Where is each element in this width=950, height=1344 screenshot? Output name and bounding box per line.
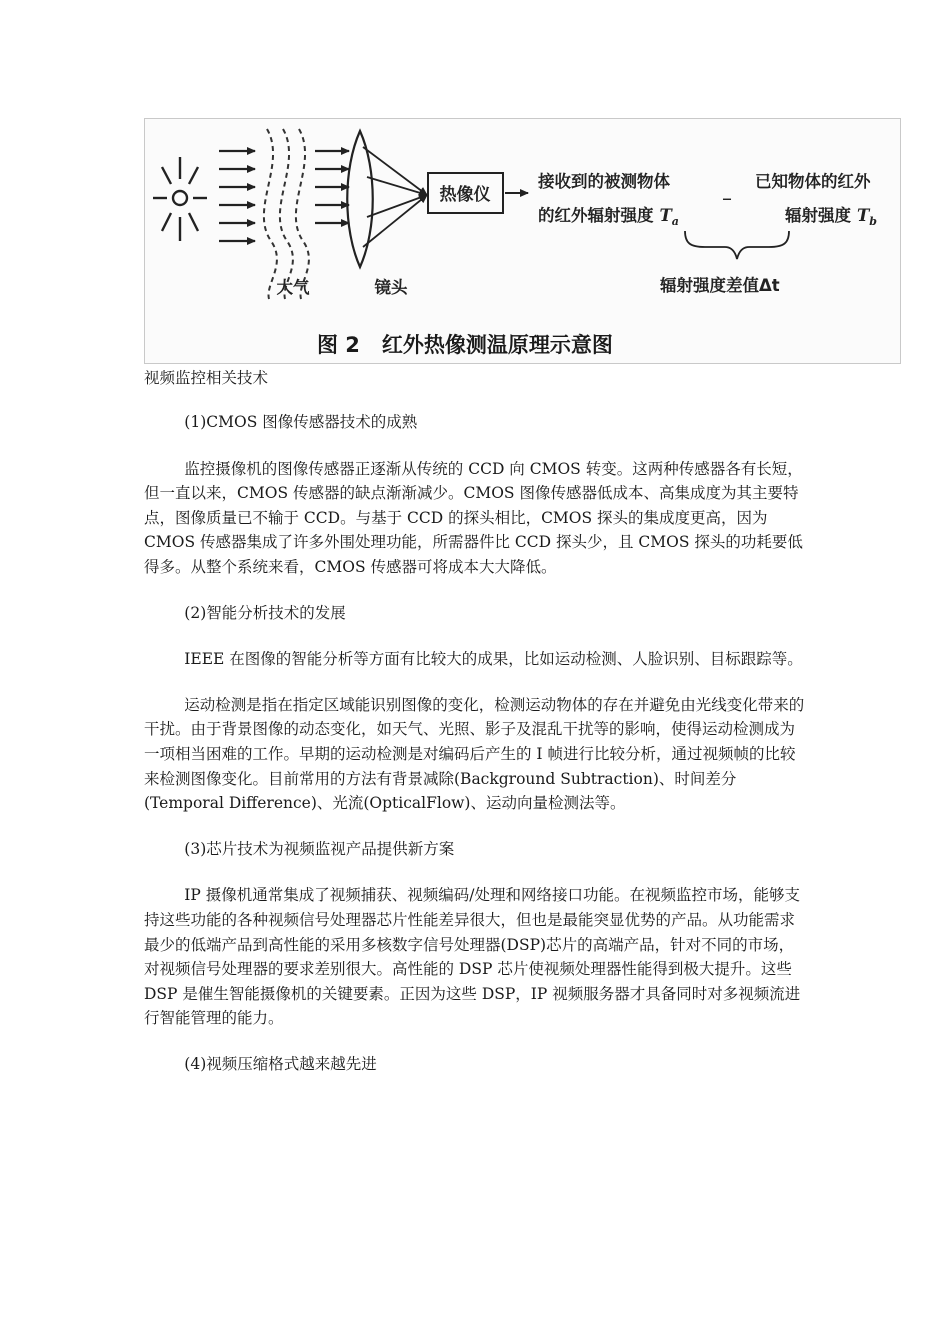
known-line2: 辐射强度 $T_b$	[785, 206, 877, 228]
paragraph-ip-camera: IP 摄像机通常集成了视频捕获、视频编码/处理和网络接口功能。在视频监控市场，能够支持这些功能的各种视频信号处理器芯片性能差异很大，但也是最能突显优势的产品。从功能需求最少的低端产品到高性能的采用多核数字信号处理器(DSP)芯片的高端产品，针对不同的市场，对视频信号处理器的要求差别很大。高性能的 DSP 芯片使视频处理器性能得到极大提升。这些 DSP 是催生智能摄像机的关键要素。正因为这些 DSP，IP 视频服务器才具备同时对多视频流进行智能管理的能力。	[144, 886, 801, 1028]
body-text	[144, 410, 808, 1098]
atmosphere-waves	[264, 129, 309, 299]
subheading-video-compression: (4)视频压缩格式越来越先进	[184, 1054, 377, 1073]
atmosphere-label: 大气	[276, 278, 310, 297]
subheading-chip-technology: (3)芯片技术为视频监视产品提供新方案	[184, 839, 455, 858]
thermal-imager-label: 热像仪	[439, 185, 491, 205]
paragraph-motion-detection: 运动检测是指在指定区域能识别图像的变化，检测运动物体的存在并避免由光线变化带来的干扰。由于背景图像的动态变化，如天气、光照、影子及混乱干扰等的影响，使得运动检测成为一项相当困难的工作。早期的运动检测是对编码后产生的 I 帧进行比较分析，通过视频帧的比较来检测图像变化。目前常用的方法有背景减除(Background Subtraction)、时间差分(Temporal Difference)、光流(OpticalFlow)、运动向量检测法等。	[144, 695, 805, 813]
infrared-thermal-imaging-diagram	[144, 118, 901, 364]
difference-brace	[685, 231, 789, 259]
received-line1: 接收到的被测物体	[538, 172, 670, 191]
paragraph-cmos: 监控摄像机的图像传感器正逐渐从传统的 CCD 向 CMOS 转变。这两种传感器各有长短，但一直以来，CMOS 传感器的缺点渐渐减少。CMOS 图像传感器低成本、高集成度为其主要特点，图像质量已不输于 CCD。与基于 CCD 的探头相比，CMOS 探头的集成度更高，因为 CMOS 传感器集成了许多外围处理功能，所需器件比 CCD 探头少，且 CMOS 探头的功耗要低得多。从整个系统来看，CMOS 传感器可将成本大大降低。	[144, 459, 803, 576]
known-line1: 已知物体的红外	[755, 172, 871, 191]
subheading-intelligent-analysis: (2)智能分析技术的发展	[184, 603, 346, 622]
lens-label: 镜头	[374, 278, 408, 297]
minus-sign: –	[722, 186, 732, 210]
received-line2: 的红外辐射强度 $T_a$	[538, 206, 679, 228]
difference-label: 辐射强度差值Δt	[660, 276, 780, 295]
radiation-arrows	[219, 151, 255, 241]
subheading-cmos: (1)CMOS 图像传感器技术的成熟	[184, 413, 418, 431]
diagram-canvas	[145, 119, 900, 363]
transmitted-arrows	[315, 151, 349, 223]
section-title: 视频监控相关技术	[144, 369, 269, 387]
heat-source-icon	[153, 157, 207, 241]
paragraph-ieee: IEEE 在图像的智能分析等方面有比较大的成果，比如运动检测、人脸识别、目标跟踪等。	[184, 650, 803, 669]
figure-caption: 图 2 红外热像测温原理示意图	[317, 333, 613, 357]
